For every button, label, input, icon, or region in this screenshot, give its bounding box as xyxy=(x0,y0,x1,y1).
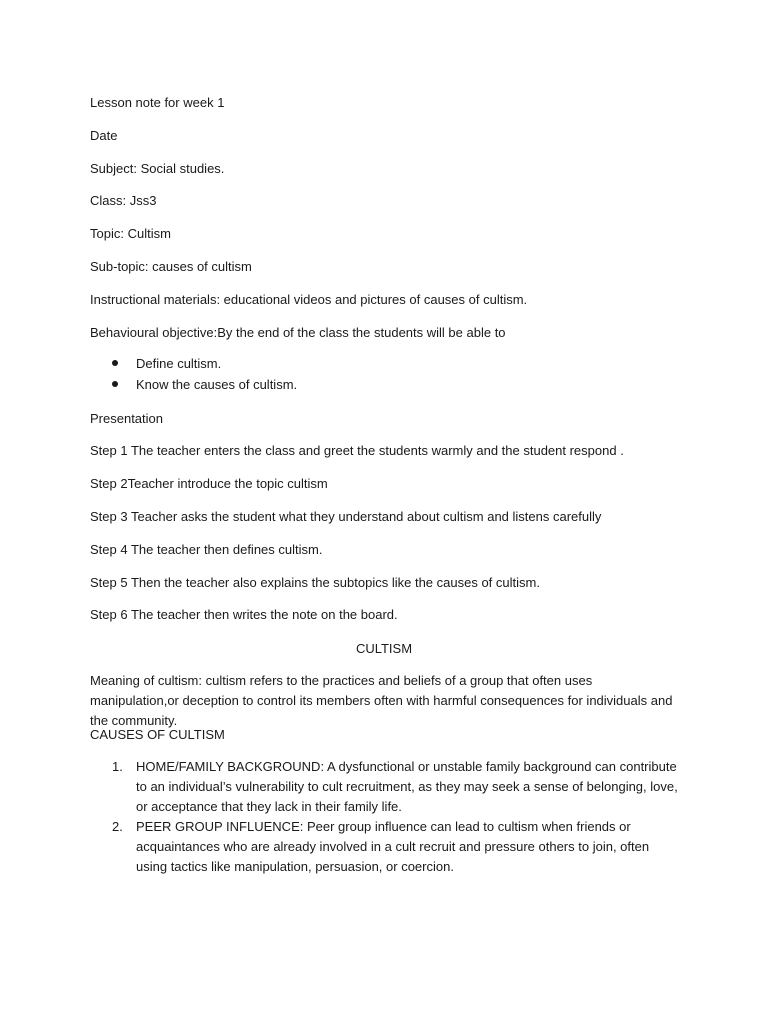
list-item xyxy=(90,757,680,817)
causes-heading: CAUSES OF CULTISM xyxy=(90,727,225,742)
objective-line: Behavioural objective:By the end of the class the students will be able to xyxy=(90,325,506,340)
list-item xyxy=(90,817,680,877)
step-5: Step 5 Then the teacher also explains the subtopics like the causes of cultism. xyxy=(90,575,540,590)
list-item xyxy=(90,354,297,375)
bullet-icon xyxy=(112,381,118,387)
step-4: Step 4 The teacher then defines cultism. xyxy=(90,542,323,557)
step-1: Step 1 The teacher enters the class and greet the students warmly and the student respond . xyxy=(90,443,624,458)
date-line: Date xyxy=(90,128,118,143)
step-6: Step 6 The teacher then writes the note on the board. xyxy=(90,607,398,622)
subject-line: Subject: Social studies. xyxy=(90,161,225,176)
causes-list xyxy=(90,757,680,877)
meaning-paragraph: Meaning of cultism: cultism refers to the practices and beliefs of a group that often uses manipulation,or deception to control its members often with harmful consequences for individuals and the community. xyxy=(90,673,673,728)
presentation-heading: Presentation xyxy=(90,411,163,426)
subtopic-line: Sub-topic: causes of cultism xyxy=(90,259,252,274)
objectives-list xyxy=(90,354,297,396)
step-2: Step 2Teacher introduce the topic cultism xyxy=(90,476,328,491)
step-3: Step 3 Teacher asks the student what they understand about cultism and listens carefully xyxy=(90,509,602,524)
lesson-title: Lesson note for week 1 xyxy=(90,95,225,110)
bullet-icon xyxy=(112,360,118,366)
class-line: Class: Jss3 xyxy=(90,193,157,208)
topic-line: Topic: Cultism xyxy=(90,226,171,241)
list-number: 2. xyxy=(112,819,123,834)
cause-text: HOME/FAMILY BACKGROUND: A dysfunctional or unstable family background can contribute to an individual’s vulnerability to cult recruitment, as they may seek a sense of belonging, love, or acceptance that they lack in their family life. xyxy=(136,759,678,814)
cultism-heading: CULTISM xyxy=(355,641,413,656)
list-item xyxy=(90,375,297,396)
materials-line: Instructional materials: educational videos and pictures of causes of cultism. xyxy=(90,292,528,307)
list-number: 1. xyxy=(112,759,123,774)
cause-text: PEER GROUP INFLUENCE: Peer group influence can lead to cultism when friends or acquaintances who are already involved in a cult recruit and pressure others to join, often using tactics like manipulation, persuasion, or coercion. xyxy=(136,819,650,874)
objective-text: Know the causes of cultism. xyxy=(136,377,298,392)
objective-text: Define cultism. xyxy=(136,356,222,371)
